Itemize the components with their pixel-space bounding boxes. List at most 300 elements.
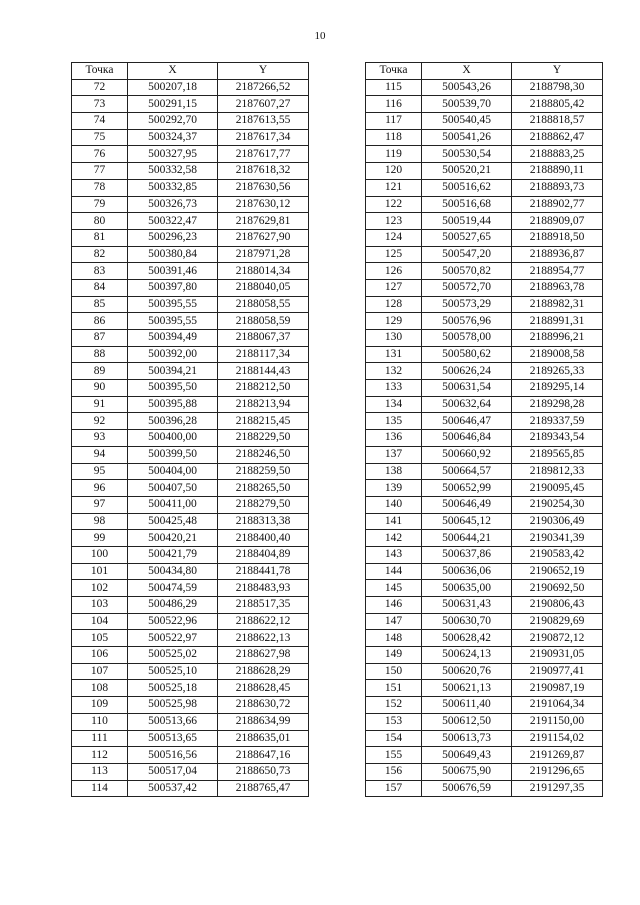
x-cell: 500421,79: [128, 546, 218, 563]
table-row: [72, 763, 309, 780]
table-row: [366, 530, 603, 547]
table-row: [72, 196, 309, 213]
table-row: [366, 279, 603, 296]
y-cell: 2188040,05: [218, 279, 309, 296]
point-cell: 121: [366, 179, 422, 196]
x-cell: 500400,00: [128, 430, 218, 447]
table-row: [72, 229, 309, 246]
y-cell: 2190306,49: [512, 513, 603, 530]
y-cell: 2188212,50: [218, 380, 309, 397]
x-cell: 500425,48: [128, 513, 218, 530]
y-cell: 2188883,25: [512, 146, 603, 163]
point-cell: 73: [72, 96, 128, 113]
point-cell: 83: [72, 263, 128, 280]
x-cell: 500332,85: [128, 179, 218, 196]
header-point: Точка: [72, 63, 128, 80]
point-cell: 134: [366, 396, 422, 413]
table-row: [72, 513, 309, 530]
y-cell: 2188265,50: [218, 480, 309, 497]
table-row: [72, 480, 309, 497]
y-cell: 2188213,94: [218, 396, 309, 413]
point-cell: 138: [366, 463, 422, 480]
x-cell: 500391,46: [128, 263, 218, 280]
point-cell: 116: [366, 96, 422, 113]
table-row: [366, 580, 603, 597]
table-row: [366, 96, 603, 113]
table-row: [366, 780, 603, 797]
point-cell: 120: [366, 163, 422, 180]
y-cell: 2188627,98: [218, 647, 309, 664]
x-cell: 500392,00: [128, 346, 218, 363]
table-row: [72, 630, 309, 647]
x-cell: 500543,26: [422, 79, 512, 96]
y-cell: 2188400,40: [218, 530, 309, 547]
x-cell: 500676,59: [422, 780, 512, 797]
point-cell: 89: [72, 363, 128, 380]
point-cell: 92: [72, 413, 128, 430]
x-cell: 500411,00: [128, 496, 218, 513]
table-row: [72, 163, 309, 180]
x-cell: 500516,62: [422, 179, 512, 196]
y-cell: 2188918,50: [512, 229, 603, 246]
x-cell: 500513,66: [128, 713, 218, 730]
page-number: 10: [314, 30, 326, 42]
table-row: [72, 730, 309, 747]
x-cell: 500399,50: [128, 446, 218, 463]
y-cell: 2188144,43: [218, 363, 309, 380]
y-cell: 2189565,85: [512, 446, 603, 463]
x-cell: 500525,02: [128, 647, 218, 664]
y-cell: 2190931,05: [512, 647, 603, 664]
table-row: [366, 430, 603, 447]
table-row: [366, 213, 603, 230]
y-cell: 2189298,28: [512, 396, 603, 413]
y-cell: 2188313,38: [218, 513, 309, 530]
point-cell: 126: [366, 263, 422, 280]
y-cell: 2188622,12: [218, 613, 309, 630]
table-row: [366, 380, 603, 397]
point-cell: 149: [366, 647, 422, 664]
point-cell: 94: [72, 446, 128, 463]
table-row: [366, 196, 603, 213]
y-cell: 2187607,27: [218, 96, 309, 113]
x-cell: 500624,13: [422, 647, 512, 664]
point-cell: 115: [366, 79, 422, 96]
point-cell: 125: [366, 246, 422, 263]
table-row: [366, 396, 603, 413]
coordinates-table-right: [365, 62, 603, 797]
y-cell: 2187971,28: [218, 246, 309, 263]
x-cell: 500396,28: [128, 413, 218, 430]
point-cell: 153: [366, 713, 422, 730]
point-cell: 130: [366, 330, 422, 347]
x-cell: 500547,20: [422, 246, 512, 263]
point-cell: 151: [366, 680, 422, 697]
x-cell: 500207,18: [128, 79, 218, 96]
y-cell: 2190987,19: [512, 680, 603, 697]
x-cell: 500675,90: [422, 763, 512, 780]
y-cell: 2190652,19: [512, 563, 603, 580]
y-cell: 2188279,50: [218, 496, 309, 513]
y-cell: 2188259,50: [218, 463, 309, 480]
y-cell: 2188765,47: [218, 780, 309, 797]
point-cell: 155: [366, 747, 422, 764]
table-row: [72, 279, 309, 296]
point-cell: 137: [366, 446, 422, 463]
x-cell: 500296,23: [128, 229, 218, 246]
x-cell: 500525,10: [128, 663, 218, 680]
x-cell: 500486,29: [128, 597, 218, 614]
y-cell: 2188246,50: [218, 446, 309, 463]
x-cell: 500612,50: [422, 713, 512, 730]
x-cell: 500397,80: [128, 279, 218, 296]
header-x: X: [422, 63, 512, 80]
table-row: [366, 613, 603, 630]
y-cell: 2191150,00: [512, 713, 603, 730]
y-cell: 2188622,13: [218, 630, 309, 647]
table-row: [72, 246, 309, 263]
x-cell: 500517,04: [128, 763, 218, 780]
point-cell: 103: [72, 597, 128, 614]
y-cell: 2190583,42: [512, 546, 603, 563]
x-cell: 500516,56: [128, 747, 218, 764]
point-cell: 93: [72, 430, 128, 447]
x-cell: 500522,96: [128, 613, 218, 630]
x-cell: 500631,54: [422, 380, 512, 397]
coordinates-table-left: [71, 62, 309, 797]
point-cell: 143: [366, 546, 422, 563]
x-cell: 500291,15: [128, 96, 218, 113]
point-cell: 81: [72, 229, 128, 246]
table-row: [366, 730, 603, 747]
point-cell: 146: [366, 597, 422, 614]
table-row: [366, 296, 603, 313]
point-cell: 117: [366, 113, 422, 130]
point-cell: 80: [72, 213, 128, 230]
table-row: [72, 380, 309, 397]
table-row: [72, 697, 309, 714]
y-cell: 2188630,72: [218, 697, 309, 714]
y-cell: 2191269,87: [512, 747, 603, 764]
point-cell: 90: [72, 380, 128, 397]
point-cell: 74: [72, 113, 128, 130]
table-row: [366, 113, 603, 130]
y-cell: 2190806,43: [512, 597, 603, 614]
x-cell: 500637,86: [422, 546, 512, 563]
point-cell: 142: [366, 530, 422, 547]
table-row: [72, 747, 309, 764]
x-cell: 500434,80: [128, 563, 218, 580]
y-cell: 2188963,78: [512, 279, 603, 296]
x-cell: 500394,49: [128, 330, 218, 347]
x-cell: 500395,88: [128, 396, 218, 413]
y-cell: 2188483,93: [218, 580, 309, 597]
point-cell: 78: [72, 179, 128, 196]
table-row: [366, 363, 603, 380]
x-cell: 500404,00: [128, 463, 218, 480]
table-row: [72, 179, 309, 196]
x-cell: 500620,76: [422, 663, 512, 680]
point-cell: 145: [366, 580, 422, 597]
table-row: [72, 430, 309, 447]
y-cell: 2188909,07: [512, 213, 603, 230]
y-cell: 2188798,30: [512, 79, 603, 96]
x-cell: 500572,70: [422, 279, 512, 296]
point-cell: 96: [72, 480, 128, 497]
table-row: [366, 129, 603, 146]
table-row: [72, 296, 309, 313]
x-cell: 500530,54: [422, 146, 512, 163]
y-cell: 2188517,35: [218, 597, 309, 614]
x-cell: 500540,45: [422, 113, 512, 130]
header-x: X: [128, 63, 218, 80]
x-cell: 500537,42: [128, 780, 218, 797]
y-cell: 2190692,50: [512, 580, 603, 597]
point-cell: 107: [72, 663, 128, 680]
y-cell: 2190829,69: [512, 613, 603, 630]
y-cell: 2191296,65: [512, 763, 603, 780]
table-row: [366, 680, 603, 697]
point-cell: 113: [72, 763, 128, 780]
x-cell: 500332,58: [128, 163, 218, 180]
y-cell: 2189265,33: [512, 363, 603, 380]
point-cell: 109: [72, 697, 128, 714]
y-cell: 2188635,01: [218, 730, 309, 747]
y-cell: 2188058,59: [218, 313, 309, 330]
table-row: [72, 263, 309, 280]
point-cell: 85: [72, 296, 128, 313]
y-cell: 2188818,57: [512, 113, 603, 130]
point-cell: 84: [72, 279, 128, 296]
point-cell: 76: [72, 146, 128, 163]
point-cell: 91: [72, 396, 128, 413]
x-cell: 500632,64: [422, 396, 512, 413]
y-cell: 2188634,99: [218, 713, 309, 730]
point-cell: 135: [366, 413, 422, 430]
point-cell: 152: [366, 697, 422, 714]
x-cell: 500516,68: [422, 196, 512, 213]
table-row: [72, 680, 309, 697]
table-row: [366, 446, 603, 463]
header-y: Y: [218, 63, 309, 80]
y-cell: 2187630,56: [218, 179, 309, 196]
y-cell: 2188954,77: [512, 263, 603, 280]
table-header-row: [72, 63, 309, 80]
x-cell: 500664,57: [422, 463, 512, 480]
point-cell: 112: [72, 747, 128, 764]
point-cell: 154: [366, 730, 422, 747]
table-row: [72, 129, 309, 146]
table-row: [366, 563, 603, 580]
x-cell: 500394,21: [128, 363, 218, 380]
x-cell: 500519,44: [422, 213, 512, 230]
table-header-row: [366, 63, 603, 80]
y-cell: 2188215,45: [218, 413, 309, 430]
table-row: [366, 663, 603, 680]
x-cell: 500621,13: [422, 680, 512, 697]
x-cell: 500322,47: [128, 213, 218, 230]
x-cell: 500613,73: [422, 730, 512, 747]
point-cell: 75: [72, 129, 128, 146]
x-cell: 500660,92: [422, 446, 512, 463]
y-cell: 2187629,81: [218, 213, 309, 230]
y-cell: 2189812,33: [512, 463, 603, 480]
x-cell: 500513,65: [128, 730, 218, 747]
table-row: [366, 79, 603, 96]
x-cell: 500570,82: [422, 263, 512, 280]
point-cell: 139: [366, 480, 422, 497]
y-cell: 2188628,29: [218, 663, 309, 680]
header-point: Точка: [366, 63, 422, 80]
x-cell: 500520,21: [422, 163, 512, 180]
y-cell: 2187617,34: [218, 129, 309, 146]
y-cell: 2190095,45: [512, 480, 603, 497]
point-cell: 87: [72, 330, 128, 347]
x-cell: 500646,84: [422, 430, 512, 447]
point-cell: 98: [72, 513, 128, 530]
point-cell: 95: [72, 463, 128, 480]
table-row: [366, 697, 603, 714]
point-cell: 102: [72, 580, 128, 597]
point-cell: 122: [366, 196, 422, 213]
table-row: [72, 330, 309, 347]
table-row: [72, 647, 309, 664]
y-cell: 2187627,90: [218, 229, 309, 246]
table-row: [366, 597, 603, 614]
point-cell: 119: [366, 146, 422, 163]
y-cell: 2188805,42: [512, 96, 603, 113]
y-cell: 2188441,78: [218, 563, 309, 580]
x-cell: 500527,65: [422, 229, 512, 246]
point-cell: 124: [366, 229, 422, 246]
point-cell: 104: [72, 613, 128, 630]
point-cell: 150: [366, 663, 422, 680]
table-row: [366, 713, 603, 730]
point-cell: 127: [366, 279, 422, 296]
point-cell: 148: [366, 630, 422, 647]
table-row: [72, 346, 309, 363]
y-cell: 2190341,39: [512, 530, 603, 547]
table-row: [72, 613, 309, 630]
point-cell: 88: [72, 346, 128, 363]
point-cell: 133: [366, 380, 422, 397]
table-row: [366, 263, 603, 280]
point-cell: 156: [366, 763, 422, 780]
y-cell: 2189008,58: [512, 346, 603, 363]
point-cell: 128: [366, 296, 422, 313]
y-cell: 2188936,87: [512, 246, 603, 263]
x-cell: 500644,21: [422, 530, 512, 547]
y-cell: 2188647,16: [218, 747, 309, 764]
x-cell: 500474,59: [128, 580, 218, 597]
point-cell: 114: [72, 780, 128, 797]
table-row: [72, 413, 309, 430]
x-cell: 500649,43: [422, 747, 512, 764]
y-cell: 2188902,77: [512, 196, 603, 213]
y-cell: 2191154,02: [512, 730, 603, 747]
point-cell: 77: [72, 163, 128, 180]
y-cell: 2189337,59: [512, 413, 603, 430]
table-row: [72, 213, 309, 230]
x-cell: 500611,40: [422, 697, 512, 714]
table-row: [366, 463, 603, 480]
x-cell: 500326,73: [128, 196, 218, 213]
x-cell: 500631,43: [422, 597, 512, 614]
table-row: [366, 546, 603, 563]
y-cell: 2188991,31: [512, 313, 603, 330]
table-row: [72, 546, 309, 563]
y-cell: 2190872,12: [512, 630, 603, 647]
y-cell: 2188996,21: [512, 330, 603, 347]
y-cell: 2189343,54: [512, 430, 603, 447]
y-cell: 2188890,11: [512, 163, 603, 180]
y-cell: 2188893,73: [512, 179, 603, 196]
table-row: [366, 330, 603, 347]
point-cell: 97: [72, 496, 128, 513]
y-cell: 2188862,47: [512, 129, 603, 146]
x-cell: 500380,84: [128, 246, 218, 263]
y-cell: 2188404,89: [218, 546, 309, 563]
x-cell: 500327,95: [128, 146, 218, 163]
x-cell: 500652,99: [422, 480, 512, 497]
point-cell: 101: [72, 563, 128, 580]
table-row: [72, 713, 309, 730]
y-cell: 2188650,73: [218, 763, 309, 780]
point-cell: 106: [72, 647, 128, 664]
y-cell: 2187266,52: [218, 79, 309, 96]
y-cell: 2187617,77: [218, 146, 309, 163]
y-cell: 2187618,32: [218, 163, 309, 180]
table-row: [72, 530, 309, 547]
table-row: [72, 396, 309, 413]
table-row: [72, 96, 309, 113]
table-row: [72, 563, 309, 580]
y-cell: 2188014,34: [218, 263, 309, 280]
point-cell: 82: [72, 246, 128, 263]
x-cell: 500626,24: [422, 363, 512, 380]
table-row: [72, 663, 309, 680]
x-cell: 500578,00: [422, 330, 512, 347]
x-cell: 500635,00: [422, 580, 512, 597]
y-cell: 2191064,34: [512, 697, 603, 714]
table-row: [366, 229, 603, 246]
y-cell: 2188628,45: [218, 680, 309, 697]
y-cell: 2188067,37: [218, 330, 309, 347]
point-cell: 118: [366, 129, 422, 146]
x-cell: 500522,97: [128, 630, 218, 647]
y-cell: 2187613,55: [218, 113, 309, 130]
x-cell: 500580,62: [422, 346, 512, 363]
point-cell: 141: [366, 513, 422, 530]
x-cell: 500636,06: [422, 563, 512, 580]
table-row: [366, 163, 603, 180]
x-cell: 500645,12: [422, 513, 512, 530]
x-cell: 500395,55: [128, 296, 218, 313]
point-cell: 111: [72, 730, 128, 747]
y-cell: 2188117,34: [218, 346, 309, 363]
table-row: [366, 630, 603, 647]
table-row: [72, 496, 309, 513]
x-cell: 500525,18: [128, 680, 218, 697]
point-cell: 86: [72, 313, 128, 330]
x-cell: 500292,70: [128, 113, 218, 130]
table-row: [366, 480, 603, 497]
x-cell: 500646,49: [422, 496, 512, 513]
point-cell: 147: [366, 613, 422, 630]
table-row: [366, 146, 603, 163]
table-row: [366, 179, 603, 196]
table-row: [72, 597, 309, 614]
